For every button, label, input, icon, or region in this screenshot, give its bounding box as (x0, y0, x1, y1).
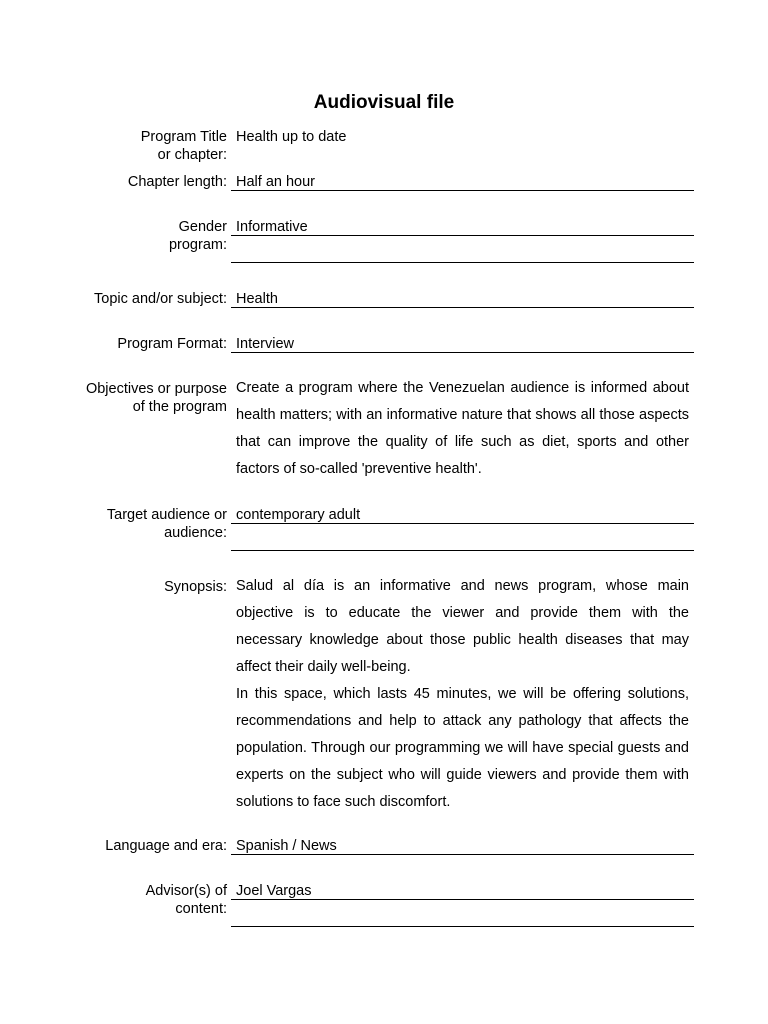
target-audience-value: contemporary adult (236, 507, 361, 523)
advisors-label-cont: content: (175, 901, 227, 917)
advisors-underline-2 (231, 926, 694, 927)
target-audience-underline (231, 523, 694, 524)
gender-program-underline (231, 235, 694, 236)
topic-value: Health (236, 291, 278, 307)
advisors-label: Advisor(s) of (145, 883, 227, 899)
program-format-label: Program Format: (117, 336, 227, 352)
target-audience-label: Target audience or (106, 507, 227, 523)
chapter-length-label: Chapter length: (127, 174, 227, 190)
program-title-label: Program Title (140, 129, 227, 145)
advisors-value: Joel Vargas (236, 883, 312, 899)
synopsis-text (236, 573, 689, 816)
synopsis-paragraph-2: In this space, which lasts 45 minutes, we will be offering solutions, recommendations and help to attack any pathology that affects the population. Through our programming we will have special guests and experts on the subject who will guide viewers and provide them with solutions to face such discomfort. (236, 686, 689, 810)
target-audience-label-cont: audience: (164, 525, 227, 541)
program-title-label-cont: or chapter: (157, 147, 227, 163)
synopsis-label: Synopsis: (164, 579, 227, 595)
topic-label: Topic and/or subject: (94, 291, 227, 307)
target-audience-underline-2 (231, 550, 694, 551)
objectives-label: Objectives or purpose (85, 381, 227, 397)
language-era-label: Language and era: (105, 838, 227, 854)
objectives-label-cont: of the program (132, 399, 227, 415)
program-format-underline (231, 352, 694, 353)
gender-program-label-cont: program: (168, 237, 227, 253)
program-title-value: Health up to date (236, 129, 347, 145)
gender-program-underline-2 (231, 262, 694, 263)
gender-program-value: Informative (236, 219, 308, 235)
topic-underline (231, 307, 694, 308)
gender-program-label: Gender (178, 219, 227, 235)
advisors-underline (231, 899, 694, 900)
objectives-text: Create a program where the Venezuelan audience is informed about health matters; with an informative nature that shows all those aspects that can improve the quality of life such as diet, sports and other factors of so-called 'preventive health'. (236, 380, 689, 477)
language-era-underline (231, 854, 694, 855)
chapter-length-value: Half an hour (236, 174, 315, 190)
chapter-length-underline (231, 190, 694, 191)
language-era-value: Spanish / News (236, 838, 337, 854)
page-title: Audiovisual file (313, 92, 455, 113)
synopsis-paragraph-1: Salud al día is an informative and news program, whose main objective is to educate the viewer and provide them with the necessary knowledge about those public health diseases that may affect their daily well-being. (236, 578, 689, 675)
program-format-value: Interview (236, 336, 295, 352)
